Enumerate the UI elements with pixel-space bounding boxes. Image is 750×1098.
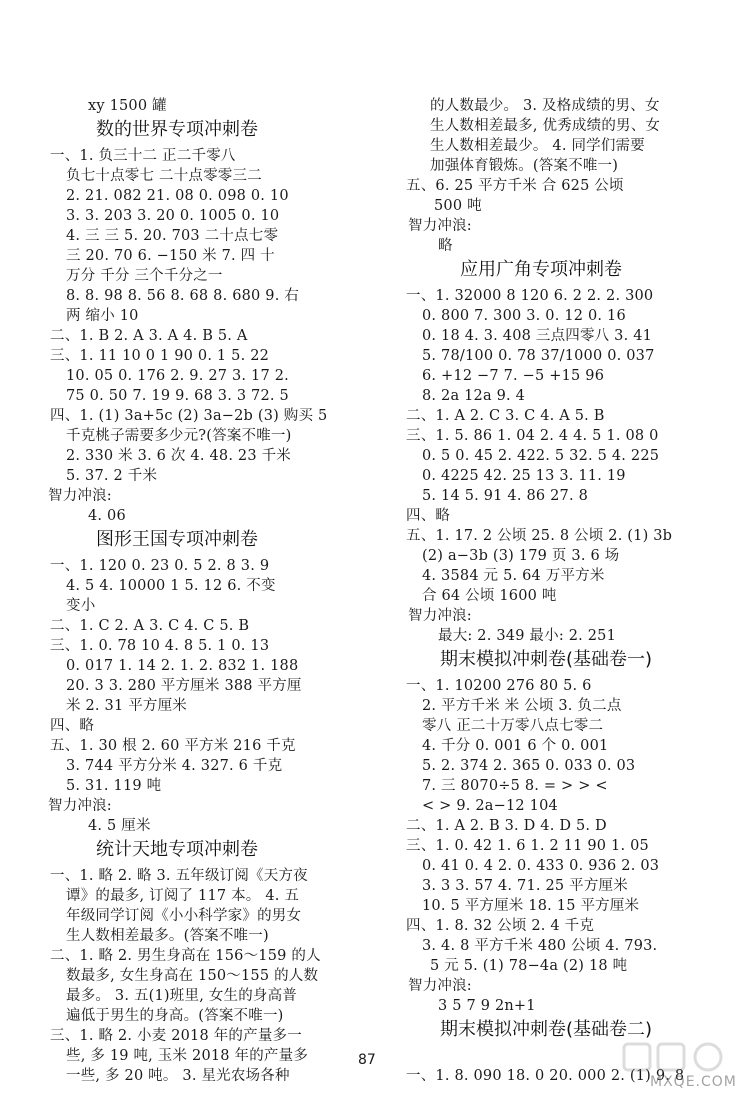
- watermark-text: MXQE.COM: [650, 1074, 737, 1090]
- answer-line: 略: [438, 238, 453, 254]
- page-number: 87: [358, 1052, 376, 1068]
- answer-line: 4. 06: [88, 508, 126, 524]
- answer-line: 万分 千分 三个千分之一: [66, 268, 223, 284]
- answer-line: 三、1. 略 2. 小麦 2018 年的产量多一: [50, 1028, 302, 1044]
- answer-line: 生人数相差最少。 4. 同学们需要: [430, 138, 645, 154]
- answer-line: 一、1. 8. 090 18. 0 20. 000 2. (1) 9. 8: [406, 1068, 685, 1084]
- answer-line: 三、1. 5. 86 1. 04 2. 4 4. 5 1. 08 0: [406, 428, 659, 444]
- answer-line: 三、1. 0. 42 1. 6 1. 2 11 90 1. 05: [406, 838, 649, 854]
- answer-line: 千克桃子需要多少元?(答案不唯一): [66, 428, 292, 444]
- answer-line: 智力冲浪:: [408, 608, 472, 624]
- answer-line: 7. 三 8070÷5 8. = > > <: [422, 778, 608, 794]
- answer-line: 二、1. A 2. B 3. D 4. D 5. D: [406, 818, 607, 834]
- answer-line: 500 吨: [434, 198, 482, 214]
- answer-line: 8. 2a 12a 9. 4: [422, 388, 526, 404]
- answer-line: 5. 78/100 0. 78 37/1000 0. 037: [422, 348, 655, 364]
- answer-line: 遍低于男生的身高。(答案不唯一): [66, 1008, 284, 1024]
- answer-line: 五、6. 25 平方千米 合 625 公顷: [406, 178, 624, 194]
- answer-line: < > 9. 2a−12 104: [422, 798, 558, 814]
- answer-line: 最大: 2. 349 最小: 2. 251: [438, 628, 617, 644]
- answer-line: 4. 3584 元 5. 64 万平方米: [422, 568, 605, 584]
- answer-line: 三 20. 70 6. −150 米 7. 四 十: [66, 248, 275, 264]
- section-heading: 期末模拟冲刺卷(基础卷二): [440, 1019, 653, 1040]
- section-heading: 数的世界专项冲刺卷: [96, 119, 258, 140]
- answer-line: 0. 5 0. 45 2. 422. 5 32. 5 4. 225: [422, 448, 660, 464]
- answer-line: 2. 21. 082 21. 08 0. 098 0. 10: [66, 188, 289, 204]
- section-heading: 期末模拟冲刺卷(基础卷一): [440, 649, 653, 670]
- answer-line: 0. 800 7. 300 3. 0. 12 0. 16: [422, 308, 626, 324]
- answer-line: 0. 18 4. 3. 408 三点四零八 3. 41: [422, 328, 653, 344]
- answer-line: 智力冲浪:: [408, 978, 472, 994]
- answer-line: 一、1. 10200 276 80 5. 6: [406, 678, 592, 694]
- answer-line: 五、1. 17. 2 公顷 25. 8 公顷 2. (1) 3b: [406, 528, 673, 544]
- answer-line: 一、1. 32000 8 120 6. 2 2. 2. 300: [406, 288, 654, 304]
- answer-line: 生人数相差最多。(答案不唯一): [66, 928, 269, 944]
- answer-line: 四、略: [406, 508, 451, 524]
- answer-line: 一、1. 略 2. 略 3. 五年级订阅《天方夜: [50, 868, 308, 884]
- answer-line: 5. 31. 119 吨: [66, 778, 162, 794]
- answer-line: 二、1. A 2. C 3. C 4. A 5. B: [406, 408, 605, 424]
- answer-line: 零八 正二十万零八点七零二: [422, 718, 604, 734]
- answer-line: 3. 3. 203 3. 20 0. 1005 0. 10: [66, 208, 280, 224]
- answer-line: 5. 14 5. 91 4. 86 27. 8: [422, 488, 589, 504]
- answer-line: 三、1. 11 10 0 1 90 0. 1 5. 22: [50, 348, 270, 364]
- answer-line: 最多。 3. 五(1)班里, 女生的身高普: [66, 988, 298, 1004]
- answer-line: 智力冲浪:: [48, 488, 112, 504]
- answer-line: 四、略: [50, 718, 95, 734]
- answer-line: 智力冲浪:: [408, 218, 472, 234]
- answer-line: 2. 平方千米 米 公顷 3. 负二点: [422, 698, 622, 714]
- answer-line: 4. 三 三 5. 20. 703 二十点七零: [66, 228, 279, 244]
- section-heading: 应用广角专项冲刺卷: [460, 259, 622, 280]
- answer-line: 二、1. 略 2. 男生身高在 156～159 的人: [50, 948, 321, 964]
- answer-line: 3. 744 平方分米 4. 327. 6 千克: [66, 758, 283, 774]
- answer-line: 10. 05 0. 176 2. 9. 27 3. 17 2.: [66, 368, 289, 384]
- answer-line: 3 5 7 9 2n+1: [438, 998, 536, 1014]
- answer-line: 5 元 5. (1) 78−4a (2) 18 吨: [430, 958, 628, 974]
- answer-line: 合 64 公顷 1600 吨: [422, 588, 557, 604]
- answer-line: 20. 3 3. 280 平方厘米 388 平方厘: [66, 678, 302, 694]
- answer-line: 五、1. 30 根 2. 60 平方米 216 千克: [50, 738, 296, 754]
- answer-line: 4. 5 厘米: [88, 818, 151, 834]
- answer-line: 10. 5 平方厘米 18. 15 平方厘米: [422, 898, 640, 914]
- answer-line: 0. 41 0. 4 2. 0. 433 0. 936 2. 03: [422, 858, 660, 874]
- answer-line: 75 0. 50 7. 19 9. 68 3. 3 72. 5: [66, 388, 289, 404]
- answer-line: 米 2. 31 平方厘米: [66, 698, 188, 714]
- answer-line: 谭》的最多, 订阅了 117 本。 4. 五: [66, 888, 300, 904]
- answer-line: 的人数最少。 3. 及格成绩的男、女: [430, 98, 660, 114]
- answer-line: xy 1500 罐: [88, 98, 167, 114]
- section-heading: 图形王国专项冲刺卷: [96, 529, 258, 550]
- answer-line: 变小: [66, 598, 96, 614]
- answer-line: 5. 2. 374 2. 365 0. 033 0. 03: [422, 758, 636, 774]
- answer-line: 0. 017 1. 14 2. 1. 2. 832 1. 188: [66, 658, 299, 674]
- answer-line: 一、1. 120 0. 23 0. 5 2. 8 3. 9: [50, 558, 270, 574]
- answer-line: 加强体育锻炼。(答案不唯一): [430, 158, 619, 174]
- answer-line: 智力冲浪:: [48, 798, 112, 814]
- answer-line: 0. 4225 42. 25 13 3. 11. 19: [422, 468, 626, 484]
- answer-line: 生人数相差最多, 优秀成绩的男、女: [430, 118, 661, 134]
- answer-line: 5. 37. 2 千米: [66, 468, 158, 484]
- answer-line: 4. 千分 0. 001 6 个 0. 001: [422, 738, 609, 754]
- answer-line: 年级同学订阅《小小科学家》的男女: [66, 908, 302, 924]
- answer-line: 6. +12 −7 7. −5 +15 96: [422, 368, 605, 384]
- answer-line: 负七十点零七 二十点零零三二: [66, 168, 262, 184]
- answer-line: (2) a−3b (3) 179 页 3. 6 场: [422, 548, 620, 564]
- answer-line: 4. 5 4. 10000 1 5. 12 6. 不变: [66, 578, 276, 594]
- section-heading: 统计天地专项冲刺卷: [96, 839, 258, 860]
- answer-line: 二、1. B 2. A 3. A 4. B 5. A: [50, 328, 248, 344]
- answer-line: 2. 330 米 3. 6 次 4. 48. 23 千米: [66, 448, 291, 464]
- answer-line: 四、1. 8. 32 公顷 2. 4 千克: [406, 918, 595, 934]
- answer-line: 8. 8. 98 8. 56 8. 68 8. 680 9. 右: [66, 288, 300, 304]
- answer-line: 两 缩小 10: [66, 308, 139, 324]
- answer-line: 3. 3 3. 57 4. 71. 25 平方厘米: [422, 878, 628, 894]
- answer-line: 数最多, 女生身高在 150～155 的人数: [66, 968, 319, 984]
- answer-line: 些, 多 19 吨, 玉米 2018 年的产量多: [66, 1048, 309, 1064]
- answer-line: 三、1. 0. 78 10 4. 8 5. 1 0. 13: [50, 638, 270, 654]
- answer-line: 一、1. 负三十二 正二千零八: [50, 148, 236, 164]
- answer-line: 四、1. (1) 3a+5c (2) 3a−2b (3) 购买 5: [50, 408, 328, 424]
- answer-line: 一些, 多 20 吨。 3. 星光农场各种: [66, 1068, 290, 1084]
- answer-line: 3. 4. 8 平方千米 480 公顷 4. 793.: [422, 938, 658, 954]
- answer-line: 二、1. C 2. A 3. C 4. C 5. B: [50, 618, 250, 634]
